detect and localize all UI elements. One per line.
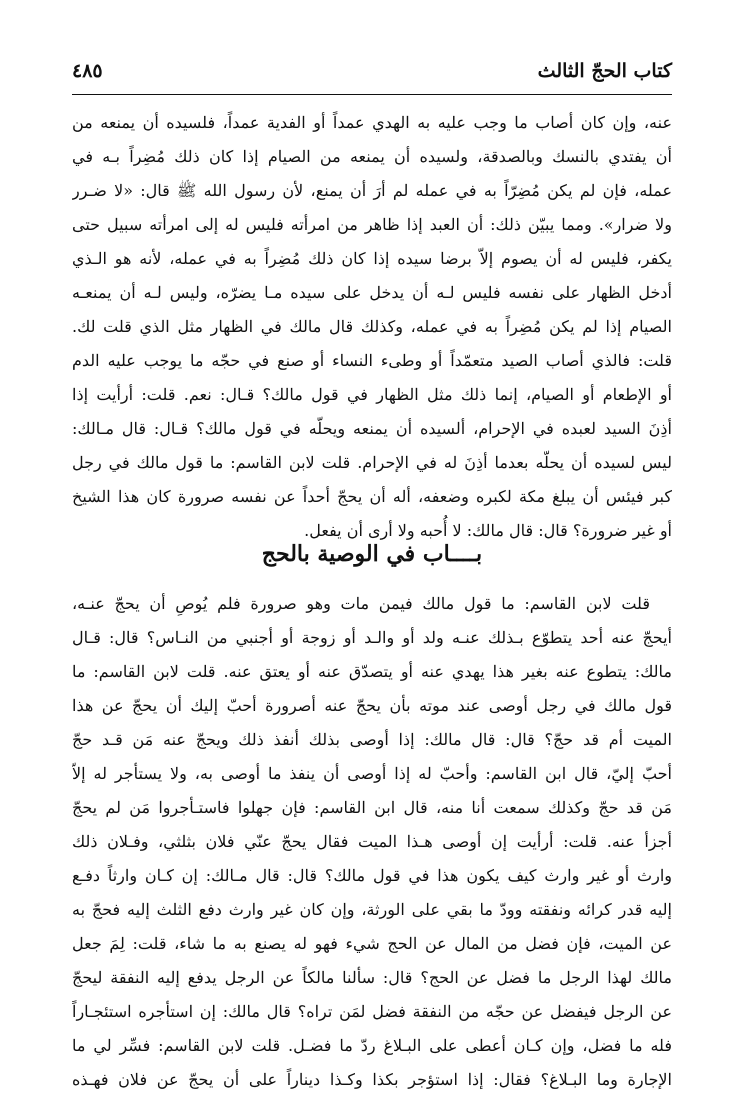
section-heading: بــــاب في الوصية بالحج xyxy=(261,541,483,567)
text-line: أذِنَ السيد لعبده في الإحرام، ألسيده أن يمنعه ويحلّه في قول مالك؟ قـال: قال مـالك: xyxy=(72,419,672,438)
text-line: أن يفتدي بالنسك وبالصدقة، ولسيده أن يمنعه من الصيام إذا كان ذلك مُضِراً بـه في xyxy=(72,147,672,166)
text-line: أيحجّ عنه أحد يتطوّع بـذلك عنـه ولد أو والـد أو زوجة أو أجنبي من النـاس؟ قال: قـال xyxy=(72,628,672,647)
text-block-1 xyxy=(72,106,672,548)
text-line: أو غير ضرورة؟ قال: قال مالك: لا أُحبه ولا أرى أن يفعل. xyxy=(304,521,672,540)
text-line: يكفر، فليس له أن يصوم إلاّ برضا سيده إذا كان ذلك مُضِراً به في عمله، لأنه هو الـذي xyxy=(72,249,672,268)
text-line: أجزأ عنه. قلت: أرأيت إن أوصى هـذا الميت فقال يحجّ عنّي فلان بثلثي، وفـلان ذلك xyxy=(72,832,672,851)
text-line: أو الإطعام أو الصيام، إنما ذلك مثل الظهار في قول مالك؟ قـال: نعم. قلت: أرأيت إذا xyxy=(72,385,672,404)
text-line: فله ما فضل، وإن كـان أعطى على البـلاغ ردّ ما فضـل. قلت لابن القاسم: فسِّر لي ما xyxy=(72,1036,672,1055)
text-line: الصيام إذا لم يكن مُضِراً به في عمله، وكذلك قال مالك في الظهار مثل الذي قلت لك. xyxy=(72,317,672,336)
text-line: مالك: يتطوع عنه بغير هذا يهدي عنه أو يتصدّق عنه أو يعتق عنه. قلت لابن القاسم: ما xyxy=(72,662,672,681)
text-line: ليس لسيده أن يحلّه بعدما أذِنَ له في الإحرام. قلت لابن القاسم: ما قول مالك في رجل xyxy=(72,453,672,472)
page-header xyxy=(72,58,672,88)
text-line: إليه قدر كرائه ونفقته وودّ ما بقي على الورثة، وإن كان غير وارث دفع الثلث إليه فحجّ به xyxy=(72,900,672,919)
text-line: أحبّ إليّ، قال ابن القاسم: وأحبّ له إذا أوصى أن ينفذ ما أوصى به، ولا يستأجر له إلاّ xyxy=(72,764,672,783)
text-block-2 xyxy=(72,587,672,1097)
text-line: ولا ضرار». ومما يبيّن ذلك: أن العبد إذا ظاهر من امرأته فليس له إلى امرأته سبيل حتى xyxy=(72,215,672,234)
text-line: عنه، وإن كان أصاب ما وجب عليه به الهدي عمداً أو الفدية عمداً، فلسيده أن يمنعه من xyxy=(72,113,672,132)
page-number: ٤٨٥ xyxy=(72,60,103,82)
text-line: عن الميت، فإن فضل من المال عن الحج شيء فهو له يصنع به ما شاء، قلت: لِمَ جعل xyxy=(72,934,672,953)
text-line: عمله، فإن لم يكن مُضِرّاً به في عمله لم أرَ أن يمنع، لأن رسول الله ﷺ قال: «لا ضـرر xyxy=(72,181,672,200)
text-line: عن الرجل فيفضل عن حجّه من النفقة فضل لمَن تراه؟ قال مالك: إن استأجره استئجـاراً xyxy=(72,1002,672,1021)
text-line: قول مالك في رجل أوصى عند موته بأن يحجّ عنه أصرورة أحبّ إليك أن يحجّ عن هذا xyxy=(72,696,672,715)
text-line: مالك لهذا الرجل ما فضل عن الحج؟ قال: سألنا مالكاً عن الرجل يدفع إليه النفقة ليحجّ xyxy=(72,968,672,987)
text-line: أدخل الظهار على نفسه فليس لـه أن يدخل على سيده مـا يضرّه، وليس لـه أن يمنعـه xyxy=(72,283,672,302)
header-rule xyxy=(72,94,672,95)
text-line: وارث أو غير وارث كيف يكون هذا في قول مالك؟ قال: قال مـالك: إن كـان وارثاً دفـع xyxy=(72,866,672,885)
text-line: قلت: فالذي أصاب الصيد متعمّداً أو وطىء النساء أو صنع في حجّه ما يوجب عليه الدم xyxy=(72,351,672,370)
text-line: قلت لابن القاسم: ما قول مالك فيمن مات وهو صرورة فلم يُوصِ أن يحجّ عنـه، xyxy=(72,594,650,613)
text-line: الميت أم قد حجّ؟ قال: قال مالك: إذا أوصى بذلك أنفذ ذلك ويحجّ عنه مَن قـد حجّ xyxy=(72,730,672,749)
text-line: مَن قد حجّ وكذلك سمعت أنا منه، قال ابن القاسم: فإن جهلوا فاستـأجروا مَن لم يحجّ xyxy=(72,798,672,817)
text-line: كبر فيئس أن يبلغ مكة لكبره وضعفه، أله أن يحجّ أحداً عن نفسه صرورة كان هذا الشيخ xyxy=(72,487,672,506)
text-line: الإجارة وما البـلاغ؟ فقال: إذا استؤجر بكذا وكـذا ديناراً على أن يحجّ عن فلان فهـذه xyxy=(72,1070,672,1089)
running-title: كتاب الحجّ الثالث xyxy=(537,60,672,82)
